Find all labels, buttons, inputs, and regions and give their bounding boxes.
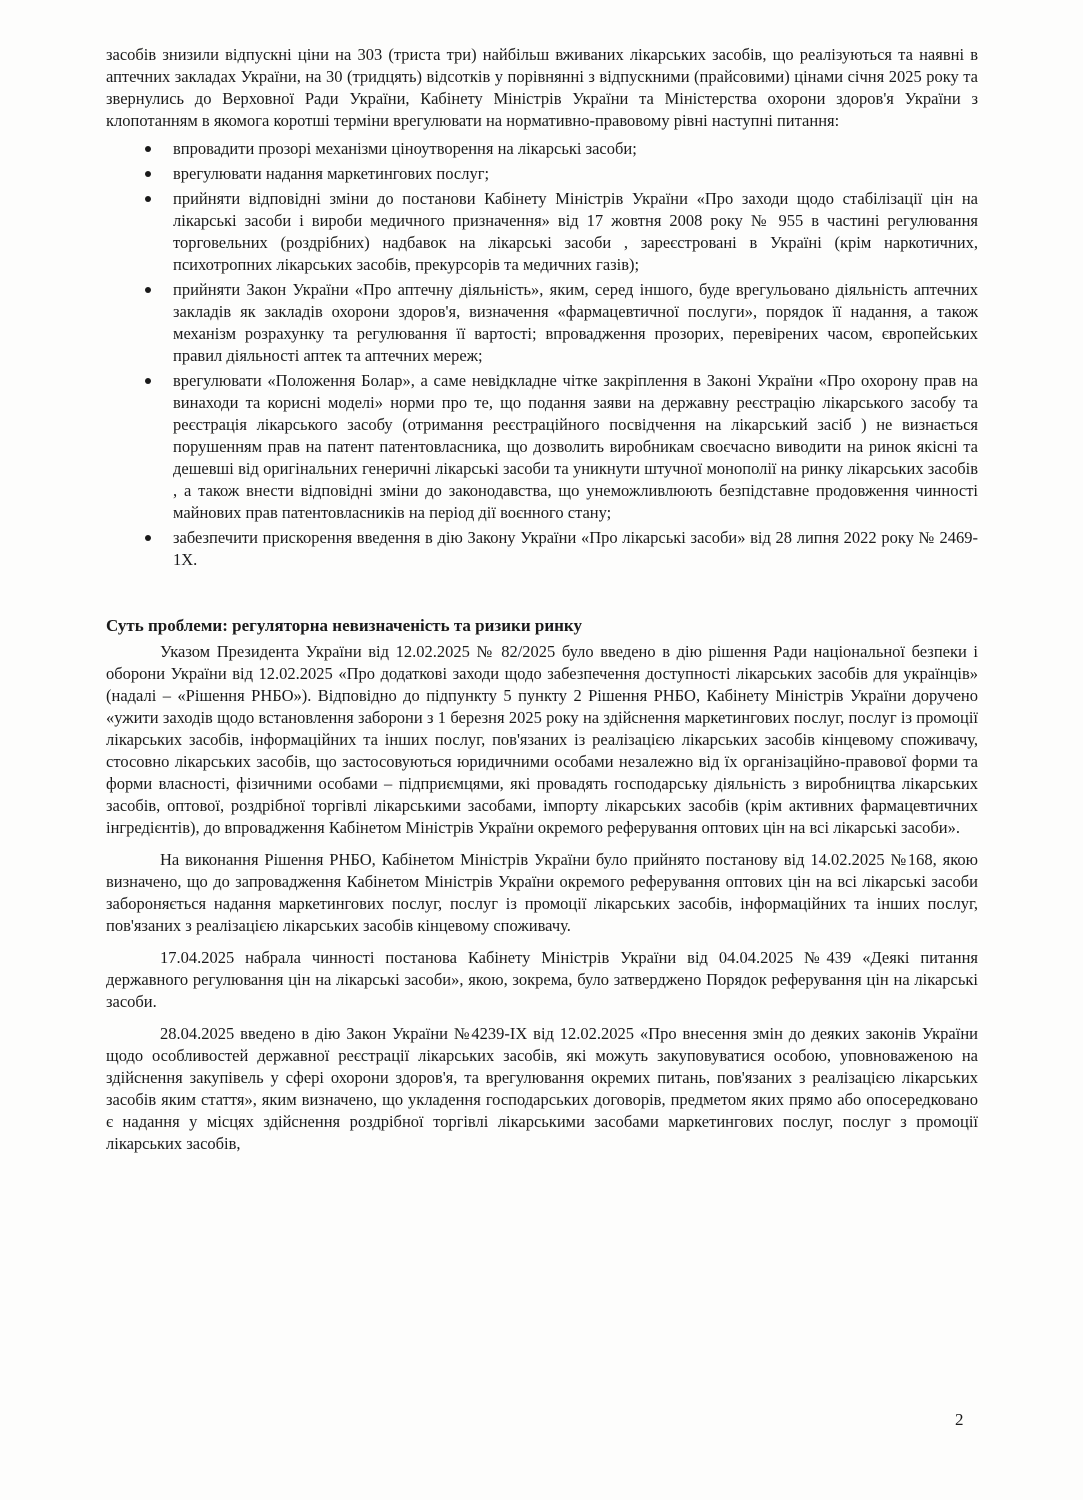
body-paragraph: 17.04.2025 набрала чинності постанова Кабінету Міністрів України від 04.04.2025 №439 «Деякі питання державного регулювання цін на лікарські засоби», якою, зокрема, було затверджено Порядок реферування цін на лікарські засоби.: [106, 948, 978, 1011]
bullet-icon: [145, 171, 151, 177]
bullet-text: врегулювати надання маркетингових послуг;: [173, 164, 490, 183]
bullet-text: врегулювати «Положення Болар», а саме невідкладне чітке закріплення в Законі України «Про охорону прав на винаходи та корисні моделі» норми про те, що подання заяви на державну реєстрацію лікарського засобу та реєстрація лікарського засобу (отримання реєстраційного посвідчення на лікарський засіб ) не визнається порушенням прав на патент патентовласника, що дозволить виробникам своєчасно виводити на ринок якісні та дешевші від оригінальних генеричні лікарські засоби та уникнути штучної монополії на ринку лікарських засобів , а також внести відповідні зміни до законодавства, що унеможливлюють безпідставне продовження чинності майнових прав патентовласників на період дії воєнного стану;: [173, 371, 978, 522]
body-paragraph: На виконання Рішення РНБО, Кабінетом Міністрів України було прийнято постанову від 14.02.2025 №168, якою визначено, що до запровадження Кабінетом Міністрів України окремого реферування оптових цін на всі лікарські засоби забороняється надання маркетингових послуг, послуг із промоції лікарських засобів, інформаційних та інших послуг, пов'язаних з реалізацією лікарських засобів кінцевому споживачу.: [106, 850, 978, 935]
bullet-list: [106, 138, 978, 571]
bullet-icon: [145, 535, 151, 541]
bullet-icon: [145, 378, 151, 384]
bullet-item: [106, 188, 978, 276]
bullet-text: прийняти Закон України «Про аптечну діяльність», яким, серед іншого, буде врегульовано діяльність аптечних закладів як закладів охорони здоров'я, визначення «фармацевтичної послуги», порядок її надання, а також механізм розрахунку та регулювання її вартості; впровадження прозорих, перевірених часом, європейських правил діяльності аптек та аптечних мереж;: [173, 280, 978, 365]
bullet-text: впровадити прозорі механізми ціноутворення на лікарські засоби;: [173, 139, 637, 158]
bullet-text: прийняти відповідні зміни до постанови Кабінету Міністрів України «Про заходи щодо стабілізації цін на лікарські засоби і вироби медичного призначення» від 17 жовтня 2008 року № 955 в частині регулювання торговельних (роздрібних) надбавок на лікарські засоби , зареєстровані в Україні (крім наркотичних, психотропних лікарських засобів, прекурсорів та медичних газів);: [173, 189, 978, 274]
bullet-item: [106, 138, 978, 160]
bullet-icon: [145, 196, 151, 202]
bullet-item: [106, 163, 978, 185]
intro-paragraph: засобів знизили відпускні ціни на 303 (триста три) найбільш вживаних лікарських засобів, що реалізуються та наявні в аптечних закладах України, на 30 (тридцять) відсотків у порівнянні з відпускними (прайсовими) цінами січня 2025 року та звернулись до Верховної Ради України, Кабінету Міністрів України та Міністерства охорони здоров'я України з клопотанням в якомога коротші терміни врегулювати на нормативно-правовому рівні наступні питання:: [106, 45, 978, 130]
page-number: 2: [955, 1410, 964, 1429]
section-heading: Суть проблеми: регуляторна невизначеність та ризики ринку: [106, 616, 582, 635]
bullet-text: забезпечити прискорення введення в дію Закону України «Про лікарські засоби» від 28 липня 2022 року № 2469-1Х.: [173, 528, 978, 569]
bullet-icon: [145, 287, 151, 293]
bullet-icon: [145, 146, 151, 152]
bullet-item: [106, 279, 978, 367]
bullet-item: [106, 527, 978, 571]
body-paragraph: 28.04.2025 введено в дію Закон України №4239-IX від 12.02.2025 «Про внесення змін до деяких законів України щодо особливостей державної реєстрації лікарських засобів, які можуть закуповуватися особою, уповноваженою на здійснення закупівель у сфері охорони здоров'я, та врегулювання окремих питань, пов'язаних з реалізацією лікарських засобів яким стаття», яким визначено, що укладення господарських договорів, предметом яких прямо або опосередковано є надання у місцях здійснення роздрібної торгівлі лікарськими засобами маркетингових послуг, послуг з промоції лікарських засобів,: [106, 1024, 978, 1153]
bullet-item: [106, 370, 978, 524]
body-paragraph: Указом Президента України від 12.02.2025 № 82/2025 було введено в дію рішення Ради національної безпеки і оборони України від 12.02.2025 «Про додаткові заходи щодо забезпечення доступності лікарських засобів для українців» (надалі – «Рішення РНБО»). Відповідно до підпункту 5 пункту 2 Рішення РНБО, Кабінету Міністрів України доручено «ужити заходів щодо встановлення заборони з 1 березня 2025 року на здійснення маркетингових послуг, послуг із промоції лікарських засобів, інформаційних та інших послуг, пов'язаних із реалізацією лікарських засобів кінцевому споживачу, стосовно лікарських засобів, що застосовуються юридичними особами незалежно від їх організаційно-правової форми та форми власності, фізичними особами – підприємцями, які провадять господарську діяльність з виробництва лікарських засобів, оптової, роздрібної торгівлі лікарськими засобами, імпорту лікарських засобів (крім активних фармацевтичних інгредієнтів), до впровадження Кабінетом Міністрів України окремого реферування оптових цін на всі лікарські засоби».: [106, 642, 978, 837]
page-content: [106, 44, 978, 1165]
